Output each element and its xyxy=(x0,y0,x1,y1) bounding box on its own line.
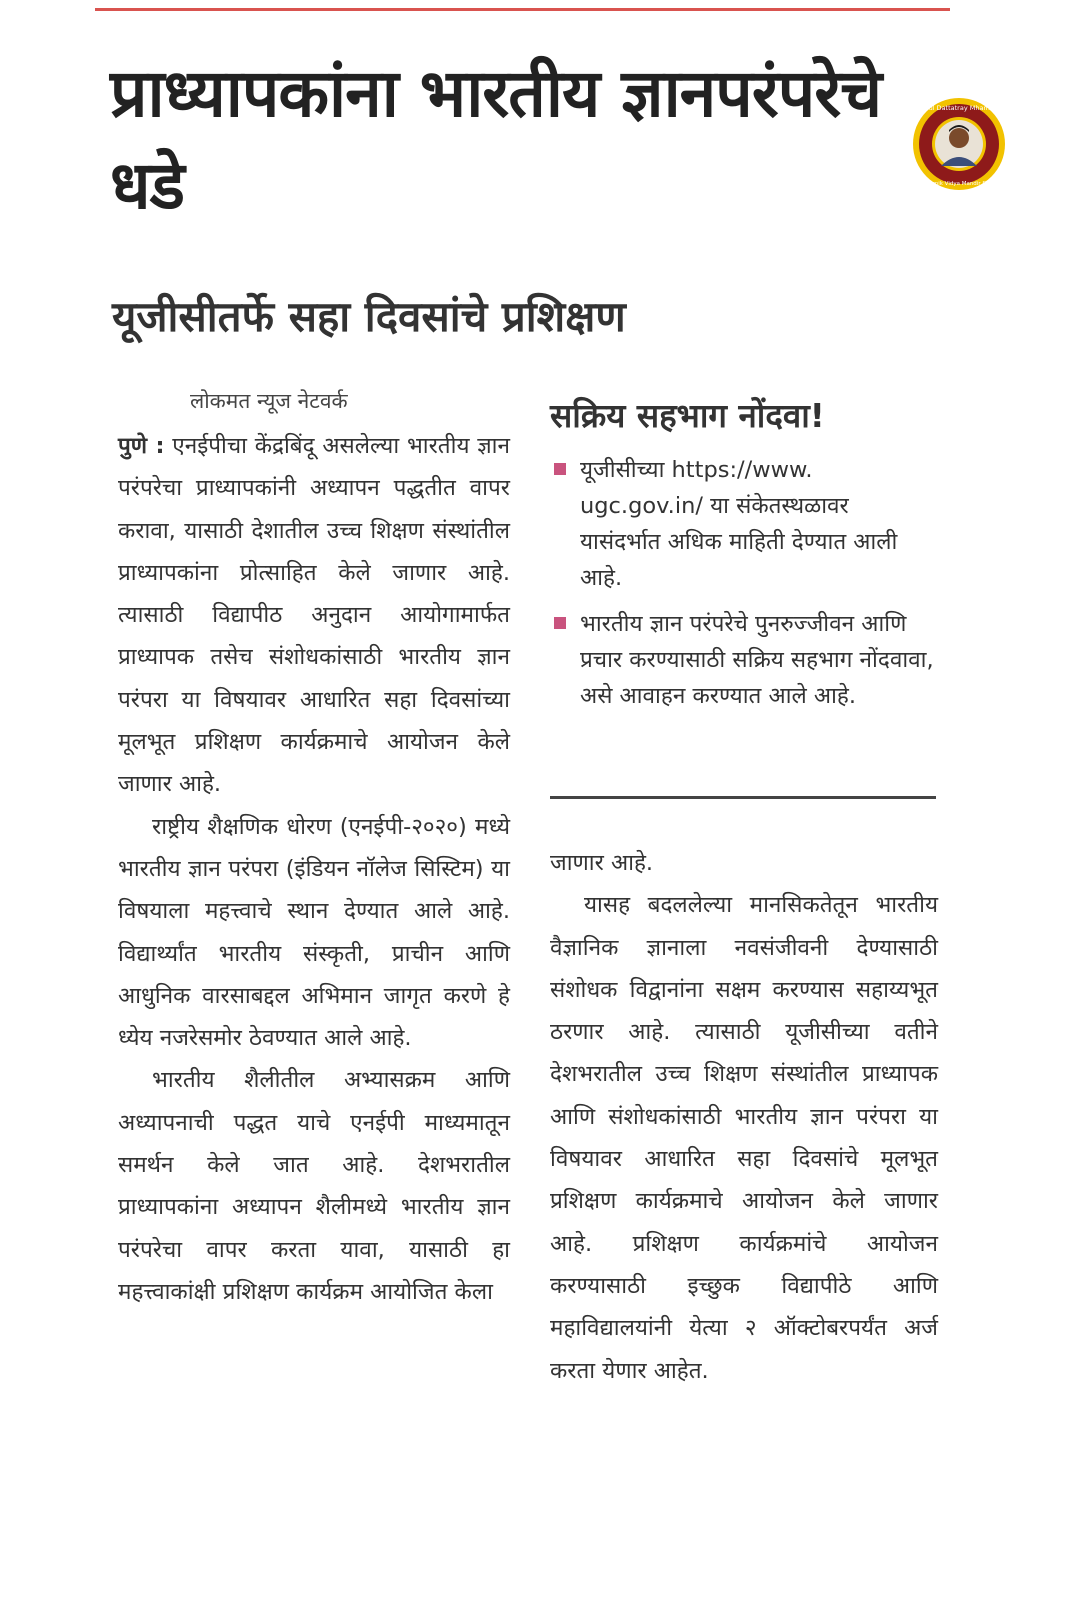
paragraph-1-text: एनईपीचा केंद्रबिंदू असलेल्या भारतीय ज्ञान परंपरेचा प्राध्यापकांनी अध्यापन पद्धतीत वापर करावा, यासाठी देशातील उच्च शिक्षण संस्थांतील प्राध्यापकांना प्रोत्साहित केले जाणार आहे. त्यासाठी विद्यापीठ अनुदान आयोगामार्फत प्राध्यापक तसेच संशोधकांसाठी भारतीय ज्ञान परंपरा या विषयावर आधारित सहा दिवसांच्या मूलभूत प्रशिक्षण कार्यक्रमाचे आयोजन केले जाणार आहे. xyxy=(118,433,511,798)
paragraph-3: भारतीय शैलीतील अभ्यासक्रम आणि अध्यापनाची पद्धत याचे एनईपी माध्यमातून समर्थन केले जात आहे. देशभरातील प्राध्यापकांना अध्यापन शैलीमध्ये भारतीय ज्ञान परंपरेचा वापर करता यावा, यासाठी हा महत्त्वाकांक्षी प्रशिक्षण कार्यक्रम आयोजित केला xyxy=(118,1067,510,1305)
paragraph-1 xyxy=(118,425,510,806)
author-badge xyxy=(911,96,1007,192)
subheadline: यूजीसीतर्फे सहा दिवसांचे प्रशिक्षण xyxy=(112,292,626,341)
svg-text:Rahul Dattatray Mhamane: Rahul Dattatray Mhamane xyxy=(916,104,1002,112)
byline: लोकमत न्यूज नेटवर्क xyxy=(190,389,348,413)
left-column xyxy=(118,425,510,1313)
sidebar-divider xyxy=(550,796,936,799)
paragraph-4: यासह बदललेल्या मानसिकतेतून भारतीय वैज्ञानिक ज्ञानाला नवसंजीवनी देण्यासाठी संशोधक विद्वानांना सक्षम करण्यास सहाय्यभूत ठरणार आहे. त्यासाठी यूजीसीच्या वतीने देशभरातील उच्च शिक्षण संस्थांतील प्राध्यापक आणि संशोधकांसाठी भारतीय ज्ञान परंपरा या विषयावर आधारित सहा दिवसांचे मूलभूत प्रशिक्षण कार्यक्रमाचे आयोजन केले जाणार आहे. प्रशिक्षण कार्यक्रमांचे आयोजन करण्यासाठी इच्छुक विद्यापीठे आणि महाविद्यालयांनी येत्या २ ऑक्टोबरपर्यंत अर्ज करता येणार आहेत. xyxy=(550,892,938,1384)
continued-line: जाणार आहे. xyxy=(550,850,654,876)
square-bullet-icon xyxy=(554,617,566,629)
sidebar-title: सक्रिय सहभाग नोंदवा! xyxy=(550,396,825,435)
sidebar-bullet-item xyxy=(550,606,935,714)
paragraph-2: राष्ट्रीय शैक्षणिक धोरण (एनईपी-२०२०) मध्ये भारतीय ज्ञान परंपरा (इंडियन नॉलेज सिस्टिम) या विषयाला महत्त्वाचे स्थान देण्यात आले आहे. विद्यार्थ्यांत भारतीय संस्कृती, प्राचीन आणि आधुनिक वारसाबद्दल अभिमान जागृत करणे हे ध्येय नजरेसमोर ठेवण्यात आले आहे. xyxy=(118,813,511,1052)
top-rule xyxy=(95,8,950,11)
right-column xyxy=(550,842,938,1392)
sidebar-bullet-text: भारतीय ज्ञान परंपरेचे पुनरुज्जीवन आणि प्रचार करण्यासाठी सक्रिय सहभाग नोंदवावा, असे आवाहन करण्यात आले आहे. xyxy=(580,611,934,709)
sidebar-bullets xyxy=(550,452,935,724)
headline: प्राध्यापकांना भारतीय ज्ञानपरंपरेचे धडे xyxy=(110,55,882,224)
svg-text:Prathmik Vidya Mandir Barshi: Prathmik Vidya Mandir Barshi xyxy=(918,181,1000,187)
sidebar-bullet-item xyxy=(550,452,935,596)
author-badge-icon xyxy=(911,96,1007,192)
square-bullet-icon xyxy=(554,463,566,475)
sidebar-bullet-text: यूजीसीच्या https://www. ugc.gov.in/ या संकेतस्थळावर यासंदर्भात अधिक माहिती देण्यात आली आहे. xyxy=(580,457,898,591)
dateline: पुणे : xyxy=(118,433,165,459)
